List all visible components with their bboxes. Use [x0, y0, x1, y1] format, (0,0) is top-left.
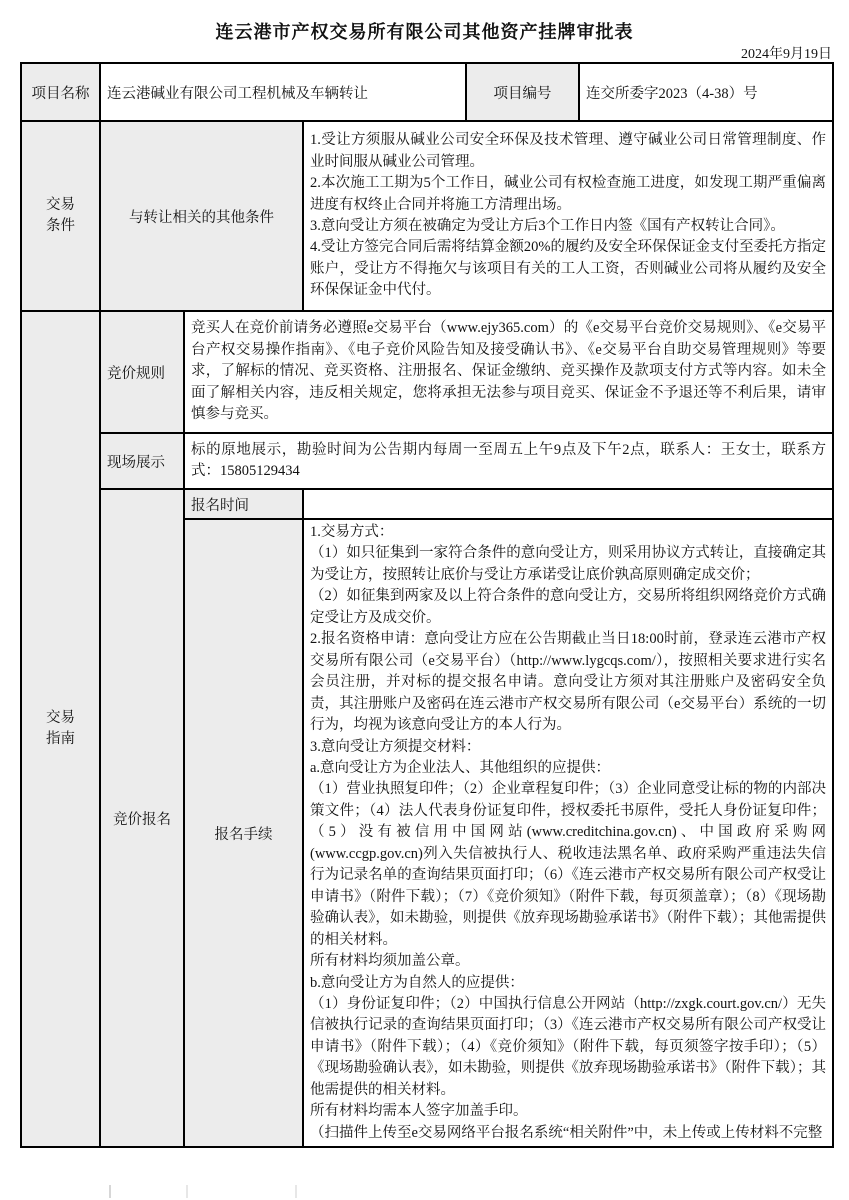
procedure-line: 1.交易方式：: [310, 524, 394, 540]
procedure-line: （2）如征集到两家及以上符合条件的意向受让方，交易所将组织网络竞价方式确定受让方及成交价。: [310, 588, 827, 626]
trade-guide-label-line1: 交易: [46, 710, 75, 727]
trade-conditions-group-label: [21, 121, 100, 311]
page-break-border-stub: [295, 1185, 297, 1198]
document-date: 2024年9月19日: [741, 47, 832, 62]
project-name-value: 连云港碱业有限公司工程机械及车辆转让: [100, 63, 466, 121]
approval-table: [20, 62, 834, 1148]
procedure-line: （1）如只征集到一家符合条件的意向受让方，则采用协议方式转让，直接确定其为受让方，按照转让底价与受让方承诺受让底价孰高原则确定成交价；: [310, 545, 827, 583]
page-break-border-stub: [186, 1185, 188, 1198]
registration-procedure-label: 报名手续: [184, 519, 303, 1147]
table-row: [21, 433, 833, 489]
trade-conditions-label-line2: 条件: [46, 218, 75, 234]
procedure-line: a.意向受让方为企业法人、其他组织的应提供：: [310, 759, 611, 776]
table-row: [21, 311, 833, 433]
site-display-text: 标的原地展示，勘验时间为公告期内每周一至周五上午9点及下午2点，联系人：王女士，联系方式：15805129434: [184, 433, 833, 489]
page-break-border-stub: [109, 1185, 111, 1198]
procedure-line: （1）身份证复印件；（2）中国执行信息公开网站（http://zxgk.court.gov.cn/）无失信被执行记录的查询结果页面打印；（3）《连云港市产权交易所有限公司产权受让申请书》（附件下载）；（4）《竞价须知》（附件下载，每页须签字按手印）；（5）《现场勘验确认表》，如未勘验，则提供《放弃现场勘验承诺书》（附件下载）；其他需提供的相关材料。: [310, 995, 827, 1098]
project-name-label: 项目名称: [21, 63, 100, 121]
project-number-value: 连交所委字2023（4-38）号: [579, 63, 833, 121]
procedure-line: 3.意向受让方须提交材料：: [310, 738, 481, 755]
project-number-label: 项目编号: [466, 63, 579, 121]
procedure-line: b.意向受让方为自然人的应提供：: [310, 974, 524, 991]
procedure-line: 2.报名资格申请：意向受让方应在公告期截止当日18:00时前，登录连云港市产权交易所有限公司（e交易平台）（http://www.lygcqs.com/），按照相关要求进行实名会员注册，并对标的提交报名申请。意向受让方须对其注册账户及密码安全负责，其注册账户及密码在连云港市产权交易所有限公司（e交易平台）系统的一切行为，均视为该意向受让方的本人行为。: [310, 631, 827, 734]
table-row: [21, 121, 833, 311]
bidding-rules-label: 竞价规则: [100, 311, 184, 433]
registration-procedure-text: [303, 519, 833, 1147]
table-row: [21, 489, 833, 519]
condition-item: 3.意向受让方须在被确定为受让方后3个工作日内签《国有产权转让合同》。: [310, 218, 785, 234]
procedure-line: （扫描件上传至e交易网络平台报名系统“相关附件”中，未上传或上传材料不完整: [310, 1124, 823, 1141]
bidding-rules-text: 竞买人在竞价前请务必遵照e交易平台（www.ejy365.com）的《e交易平台竞价交易规则》、《e交易平台产权交易操作指南》、《电子竞价风险告知及接受确认书》、《e交易平台自助交易管理规则》等要求，了解标的情况、竞买资格、注册报名、保证金缴纳、竞买操作及款项支付方式等内容。如未全面了解相关内容，违反相关规定，您将承担无法参与项目竞买、保证金不予退还等不利后果，请审慎参与竞买。: [184, 311, 833, 433]
trade-guide-group-label: [21, 311, 100, 1147]
site-display-label: 现场展示: [100, 433, 184, 489]
registration-time-label: 报名时间: [184, 489, 303, 519]
other-conditions-label: 与转让相关的其他条件: [100, 121, 303, 311]
registration-time-value: [303, 489, 833, 519]
procedure-line: 所有材料均须加盖公章。: [310, 953, 470, 970]
condition-item: 4.受让方签完合同后需将结算金额20%的履约及安全环保保证金支付至委托方指定账户，受让方不得拖欠与该项目有关的工人工资，否则碱业公司将从履约及安全环保保证金中代付。: [310, 239, 827, 299]
trade-conditions-label-line1: 交易: [46, 196, 75, 213]
other-conditions-text: [303, 121, 833, 311]
page-title: 连云港市产权交易所有限公司其他资产挂牌审批表: [215, 22, 634, 42]
bid-registration-label: 竞价报名: [100, 489, 184, 1147]
procedure-line: （1）营业执照复印件；（2）企业章程复印件；（3）企业同意受让标的物的内部决策文件；（4）法人代表身份证复印件，授权委托书原件，受托人身份证复印件；（5）没有被信用中国网站(www.creditchina.gov.cn)、中国政府采购网(www.ccgp.gov.cn)列入失信被执行人、税收违法黑名单、政府采购严重违法失信行为记录名单的查询结果页面打印；（6）《连云港市产权交易所有限公司产权受让申请书》（附件下载）；（7）《竞价须知》（附件下载，每页须盖章）；（8）《现场勘验确认表》，如未勘验，则提供《放弃现场勘验承诺书》（附件下载）；其他需提供的相关材料。: [310, 781, 827, 948]
table-row: [21, 63, 833, 121]
condition-item: 2.本次施工工期为5个工作日，碱业公司有权检查施工进度，如发现工期严重偏离进度有权终止合同并将施工方清理出场。: [310, 175, 827, 213]
procedure-line: 所有材料均需本人签字加盖手印。: [310, 1103, 528, 1120]
condition-item: 1.受让方须服从碱业公司安全环保及技术管理、遵守碱业公司日常管理制度、作业时间服从碱业公司管理。: [310, 132, 827, 170]
trade-guide-label-line2: 指南: [46, 731, 75, 748]
